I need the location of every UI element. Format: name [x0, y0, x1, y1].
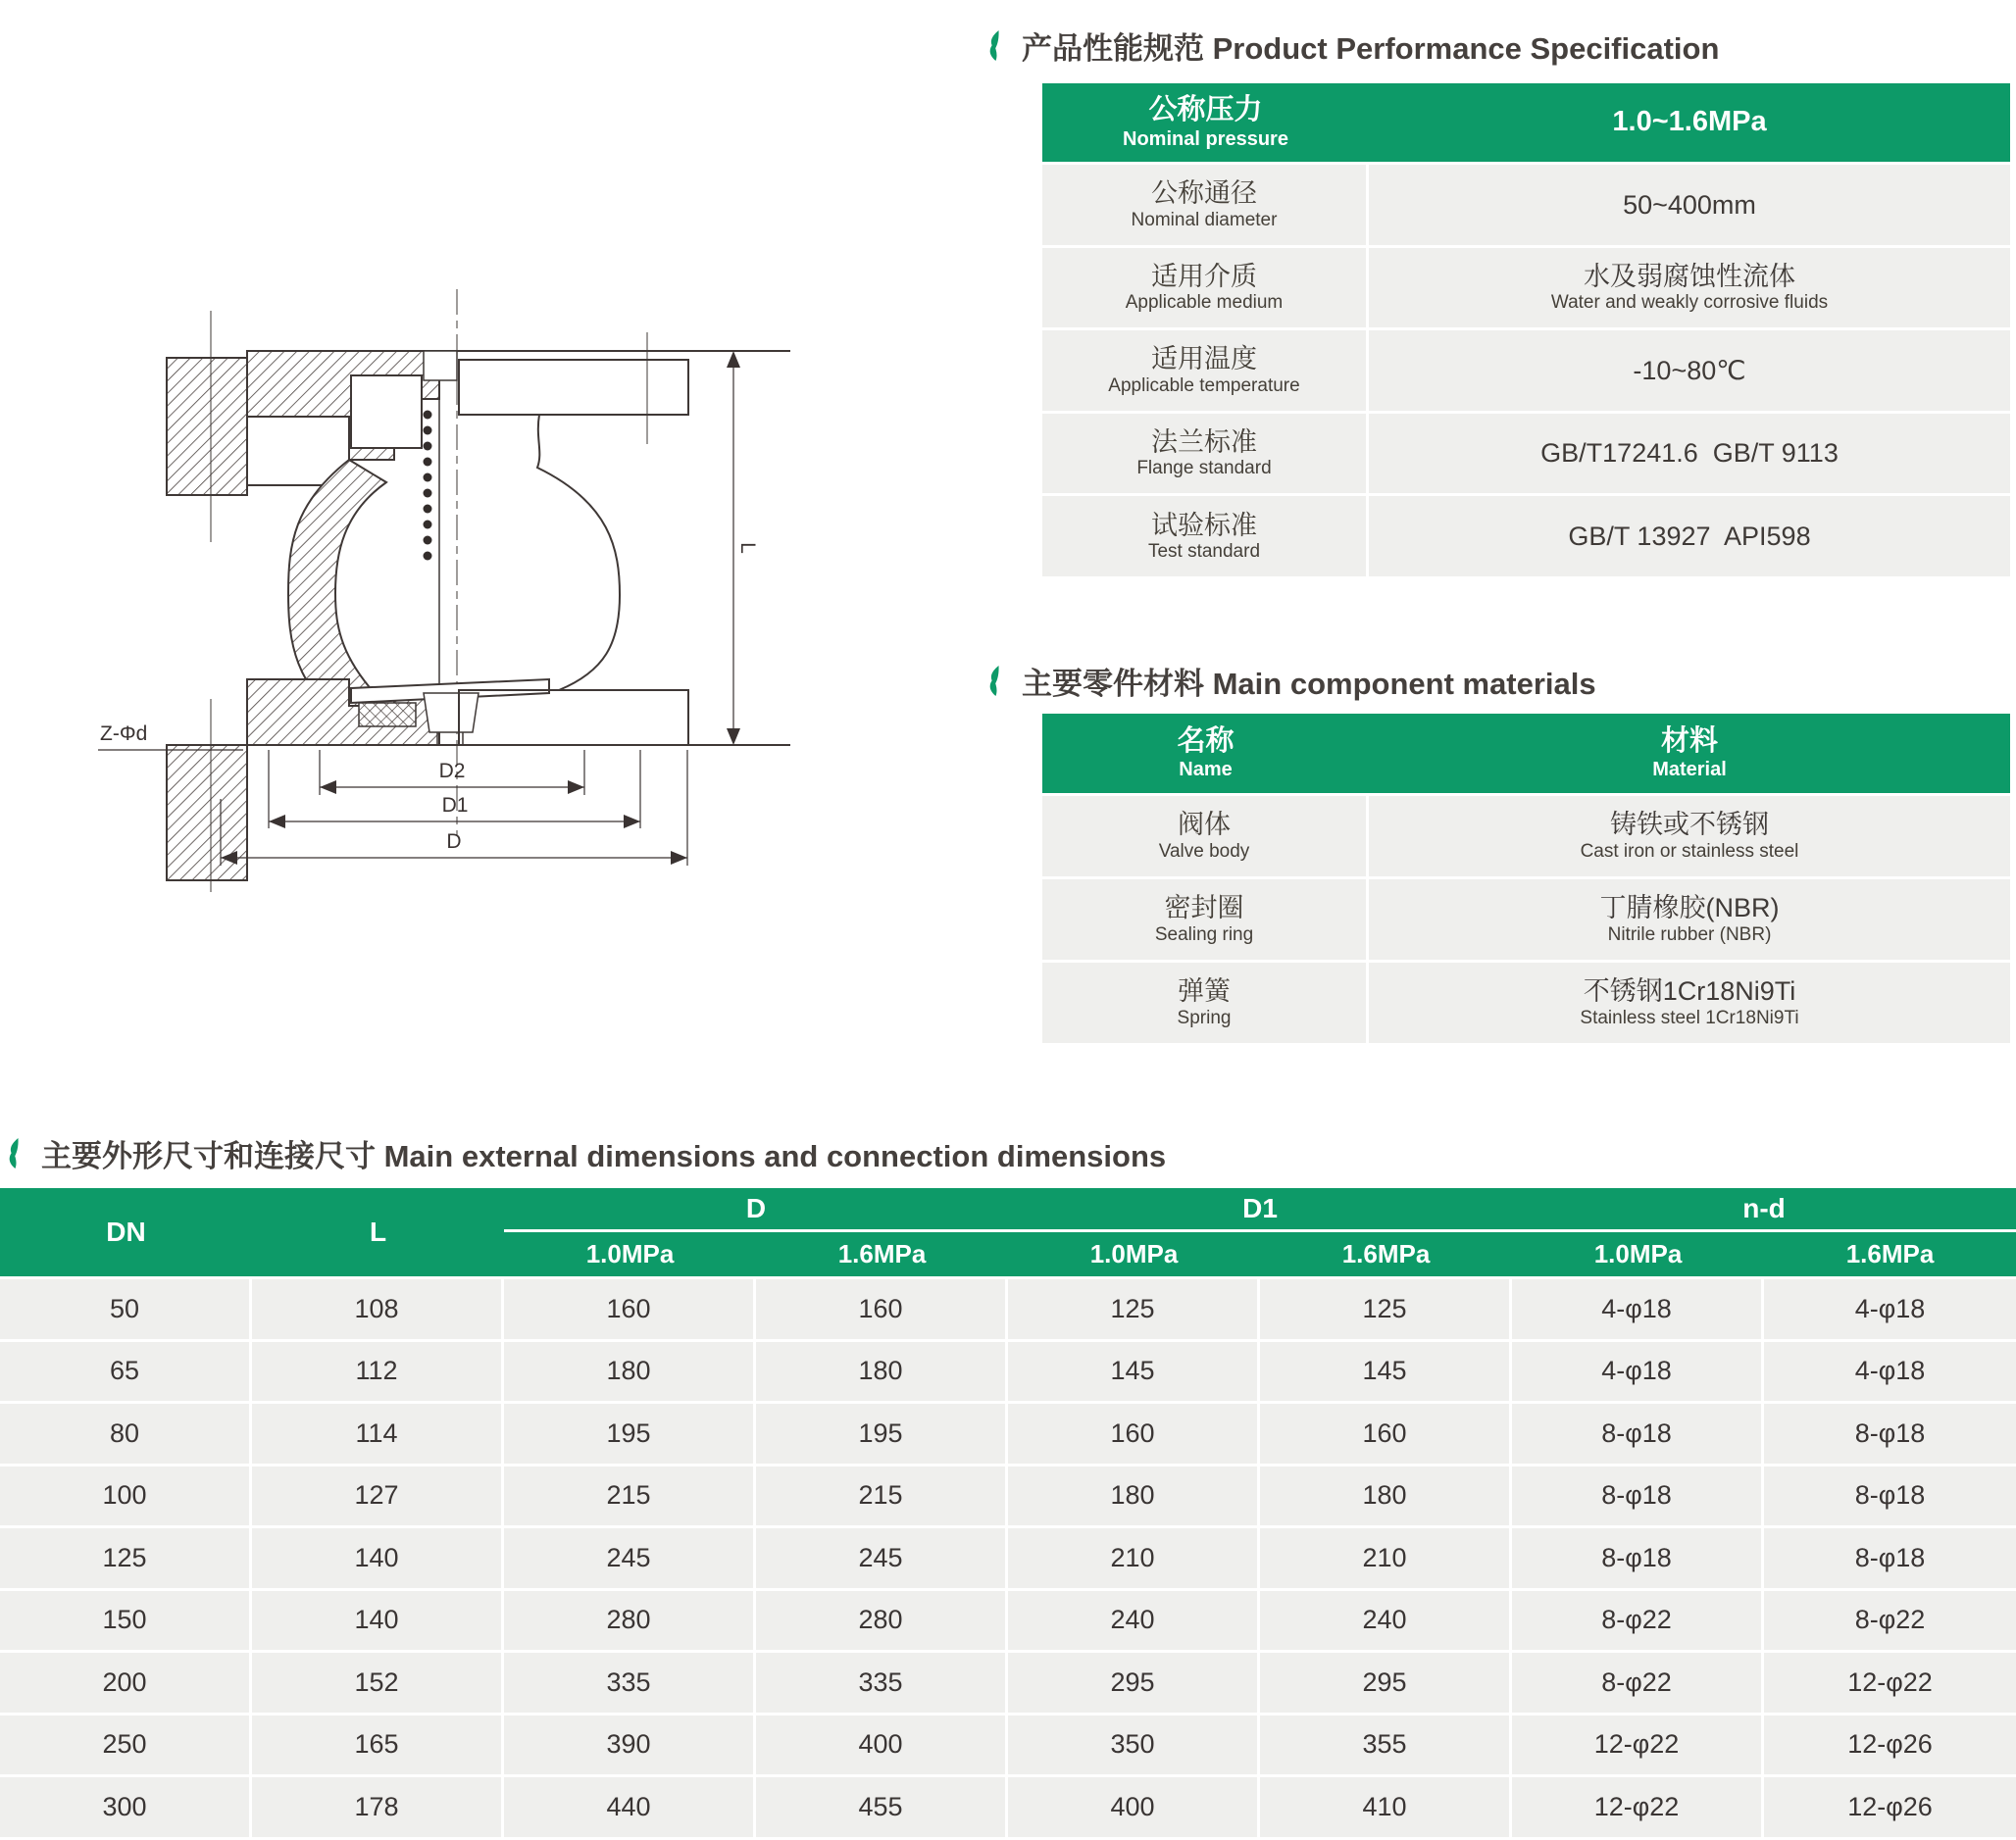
dim-cell: 8-φ18	[1512, 1528, 1764, 1588]
dim-cell: 180	[504, 1342, 756, 1402]
valve-section-drawing	[98, 250, 804, 897]
dim-cell: 114	[252, 1404, 504, 1464]
table-row	[0, 1777, 2016, 1840]
table-row	[1042, 963, 2010, 1046]
dim-cell: 400	[1008, 1777, 1260, 1837]
label-en: Sealing ring	[1154, 923, 1254, 945]
performance-section-title	[986, 24, 1719, 68]
table-row	[0, 1279, 2016, 1342]
dim-cell: 195	[756, 1404, 1008, 1464]
dim-cell: 150	[0, 1591, 252, 1651]
dim-label-D: D	[446, 830, 462, 853]
dim-cell: 50	[0, 1279, 252, 1339]
header-label-zh: 名称	[1177, 724, 1235, 757]
table-row	[0, 1716, 2016, 1778]
row-value	[1369, 496, 2010, 576]
performance-title-text: 产品性能规范 Product Performance Specification	[1022, 31, 1720, 66]
dim-cell: 125	[1260, 1279, 1512, 1339]
bottom-right-flange	[459, 690, 688, 745]
label-en: Applicable medium	[1125, 292, 1284, 314]
dim-label-D2: D2	[438, 760, 466, 782]
top-left-flange	[167, 358, 247, 495]
header-cell-pressure-value	[1369, 83, 2010, 162]
dim-cell: 12-φ22	[1512, 1777, 1764, 1837]
dim-cell: 335	[756, 1653, 1008, 1713]
dim-cell: 210	[1008, 1528, 1260, 1588]
dim-cell: 65	[0, 1342, 252, 1402]
header-label-en: Nominal pressure	[1123, 127, 1288, 150]
dim-cell: 178	[252, 1777, 504, 1837]
header-cell-material	[1369, 714, 2010, 793]
dim-cell: 280	[504, 1591, 756, 1651]
dim-cell: 280	[756, 1591, 1008, 1651]
materials-table-header	[1042, 714, 2010, 796]
performance-table	[1042, 83, 2010, 579]
label-zh: 公称通径	[1151, 178, 1257, 209]
dim-cell: 140	[252, 1528, 504, 1588]
dim-cell: 355	[1260, 1716, 1512, 1775]
dim-cell: 8-φ18	[1512, 1404, 1764, 1464]
header-nd: n-d	[1512, 1188, 2016, 1232]
table-row	[1042, 165, 2010, 248]
dimensions-table	[0, 1188, 2016, 1840]
dim-cell: 160	[1008, 1404, 1260, 1464]
dim-cell: 215	[756, 1467, 1008, 1526]
label-en: Flange standard	[1136, 458, 1272, 479]
row-value	[1369, 330, 2010, 411]
dim-cell: 350	[1008, 1716, 1260, 1775]
value-en: Stainless steel 1Cr18Ni9Ti	[1580, 1007, 1799, 1028]
row-label	[1042, 796, 1369, 876]
value-zh: 水及弱腐蚀性流体	[1584, 261, 1795, 291]
dim-cell: 180	[756, 1342, 1008, 1402]
label-zh: 适用温度	[1151, 344, 1257, 374]
header-D1-1.6MPa: 1.6MPa	[1341, 1239, 1431, 1268]
dim-cell: 250	[0, 1716, 252, 1775]
spring	[424, 411, 432, 561]
dim-cell: 12-φ22	[1512, 1716, 1764, 1775]
dim-cell: 8-φ18	[1854, 1480, 1926, 1511]
label-zh: 密封圈	[1164, 893, 1244, 923]
row-label	[1042, 963, 1369, 1043]
header-label-zh: 公称压力	[1148, 94, 1263, 126]
dim-cell: 80	[0, 1404, 252, 1464]
header-cell-name	[1042, 714, 1369, 793]
header-DN: DN	[106, 1217, 146, 1247]
dim-cell: 152	[252, 1653, 504, 1713]
dim-cell: 4-φ18	[1512, 1279, 1764, 1339]
dim-cell: 125	[0, 1528, 252, 1588]
value-en: Nitrile rubber (NBR)	[1607, 923, 1772, 945]
dim-cell: 145	[1260, 1342, 1512, 1402]
valve-outline	[167, 289, 790, 892]
row-label	[1042, 879, 1369, 960]
value-zh: 不锈钢1Cr18Ni9Ti	[1583, 976, 1796, 1007]
table-row	[1042, 496, 2010, 579]
header-cell-nominal-pressure	[1042, 83, 1369, 162]
dim-cell: 160	[1260, 1404, 1512, 1464]
table-row	[1042, 879, 2010, 963]
materials-section-title	[986, 659, 1596, 703]
dim-label-D1: D1	[441, 794, 469, 817]
dim-cell: 245	[504, 1528, 756, 1588]
header-L: L	[369, 1217, 387, 1247]
label-en: Spring	[1177, 1007, 1232, 1028]
row-value	[1369, 879, 2010, 960]
dim-cell: 12-φ22	[1847, 1666, 1933, 1697]
dim-cell: 4-φ18	[1854, 1356, 1926, 1386]
row-value	[1369, 796, 2010, 876]
dimensions-table-header	[0, 1188, 2016, 1279]
header-nd-1.6MPa: 1.6MPa	[1845, 1239, 1935, 1268]
label-zh: 适用介质	[1151, 261, 1257, 291]
row-value	[1369, 165, 2010, 245]
materials-table	[1042, 714, 2010, 1046]
dim-cell: 8-φ18	[1854, 1542, 1926, 1572]
header-D-1.6MPa: 1.6MPa	[837, 1239, 927, 1268]
dim-cell: 8-φ18	[1854, 1417, 1926, 1448]
table-row	[0, 1591, 2016, 1654]
header-label-en: Material	[1652, 759, 1727, 781]
dim-cell: 400	[756, 1716, 1008, 1775]
dimensions-section-title	[6, 1131, 1166, 1175]
header-nd-1.0MPa: 1.0MPa	[1593, 1239, 1683, 1268]
dim-cell: 112	[252, 1342, 504, 1402]
label-en: Test standard	[1147, 540, 1261, 562]
table-row	[0, 1342, 2016, 1405]
dim-cell: 8-φ22	[1512, 1653, 1764, 1713]
table-row	[1042, 796, 2010, 879]
dim-cell: 295	[1260, 1653, 1512, 1713]
header-value: 1.0~1.6MPa	[1612, 106, 1767, 138]
top-right-flange	[459, 360, 688, 415]
row-label	[1042, 330, 1369, 411]
table-row	[0, 1404, 2016, 1467]
dim-cell: 440	[504, 1777, 756, 1837]
table-row	[0, 1467, 2016, 1529]
dim-cell: 335	[504, 1653, 756, 1713]
dim-cell: 195	[504, 1404, 756, 1464]
dim-cell: 390	[504, 1716, 756, 1775]
dim-cell: 165	[252, 1716, 504, 1775]
dim-cell: 180	[1008, 1467, 1260, 1526]
dim-cell: 410	[1260, 1777, 1512, 1837]
header-label-zh: 材料	[1660, 724, 1718, 757]
label-zh: 试验标准	[1151, 510, 1257, 540]
header-D1: D1	[1008, 1188, 1512, 1232]
value-zh: GB/T 13927 API598	[1568, 521, 1811, 551]
dimensions-title-text: 主要外形尺寸和连接尺寸 Main external dimensions and connection dimensions	[41, 1139, 1167, 1173]
dim-cell: 140	[252, 1591, 504, 1651]
dim-cell: 4-φ18	[1854, 1293, 1926, 1323]
label-en: Applicable temperature	[1108, 374, 1300, 396]
dim-cell: 240	[1260, 1591, 1512, 1651]
dim-cell: 145	[1008, 1342, 1260, 1402]
row-value	[1369, 248, 2010, 328]
leaf-icon	[986, 30, 1008, 62]
table-row	[1042, 414, 2010, 497]
dim-label-Zd: Z-Φd	[100, 722, 148, 745]
label-en: Valve body	[1158, 840, 1250, 862]
dim-cell: 12-φ26	[1847, 1729, 1933, 1760]
dim-cell: 108	[252, 1279, 504, 1339]
dim-cell: 4-φ18	[1512, 1342, 1764, 1402]
row-value	[1369, 414, 2010, 494]
header-D1-1.0MPa: 1.0MPa	[1089, 1239, 1179, 1268]
dim-cell: 125	[1008, 1279, 1260, 1339]
value-zh: 50~400mm	[1623, 189, 1756, 220]
dim-cell: 100	[0, 1467, 252, 1526]
dim-cell: 210	[1260, 1528, 1512, 1588]
label-zh: 弹簧	[1178, 976, 1231, 1007]
dim-cell: 455	[756, 1777, 1008, 1837]
table-row	[1042, 248, 2010, 331]
leaf-icon	[6, 1138, 27, 1169]
value-zh: GB/T17241.6 GB/T 9113	[1540, 438, 1839, 469]
value-en: Cast iron or stainless steel	[1580, 840, 1799, 862]
dim-cell: 8-φ18	[1512, 1467, 1764, 1526]
leaf-icon	[986, 666, 1008, 697]
dim-cell: 180	[1260, 1467, 1512, 1526]
dim-cell: 127	[252, 1467, 504, 1526]
dim-cell: 245	[756, 1528, 1008, 1588]
table-row	[0, 1528, 2016, 1591]
row-value	[1369, 963, 2010, 1043]
label-en: Nominal diameter	[1131, 209, 1278, 230]
row-label	[1042, 248, 1369, 328]
materials-title-text: 主要零件材料 Main component materials	[1022, 667, 1596, 701]
dim-cell: 300	[0, 1777, 252, 1837]
value-zh: -10~80℃	[1633, 355, 1746, 385]
dim-body	[0, 1279, 2016, 1840]
header-label-en: Name	[1179, 759, 1233, 781]
dim-cell: 8-φ22	[1854, 1605, 1926, 1635]
dim-cell: 240	[1008, 1591, 1260, 1651]
performance-table-header	[1042, 83, 2010, 165]
dim-cell: 200	[0, 1653, 252, 1713]
dim-cell: 295	[1008, 1653, 1260, 1713]
label-zh: 法兰标准	[1151, 426, 1257, 457]
value-zh: 丁腈橡胶(NBR)	[1599, 893, 1780, 923]
header-D: D	[504, 1188, 1008, 1232]
table-row	[0, 1653, 2016, 1716]
row-label	[1042, 414, 1369, 494]
dim-cell: 160	[756, 1279, 1008, 1339]
table-row	[1042, 330, 2010, 414]
value-zh: 铸铁或不锈钢	[1610, 810, 1769, 840]
dim-cell: 12-φ26	[1847, 1791, 1933, 1821]
label-zh: 阀体	[1178, 810, 1231, 840]
row-label	[1042, 165, 1369, 245]
header-D-1.0MPa: 1.0MPa	[585, 1239, 675, 1268]
value-en: Water and weakly corrosive fluids	[1550, 292, 1829, 314]
dim-cell: 8-φ22	[1512, 1591, 1764, 1651]
dim-cell: 160	[504, 1279, 756, 1339]
row-label	[1042, 496, 1369, 576]
dim-cell: 215	[504, 1467, 756, 1526]
dim-label-L: L	[736, 542, 759, 554]
